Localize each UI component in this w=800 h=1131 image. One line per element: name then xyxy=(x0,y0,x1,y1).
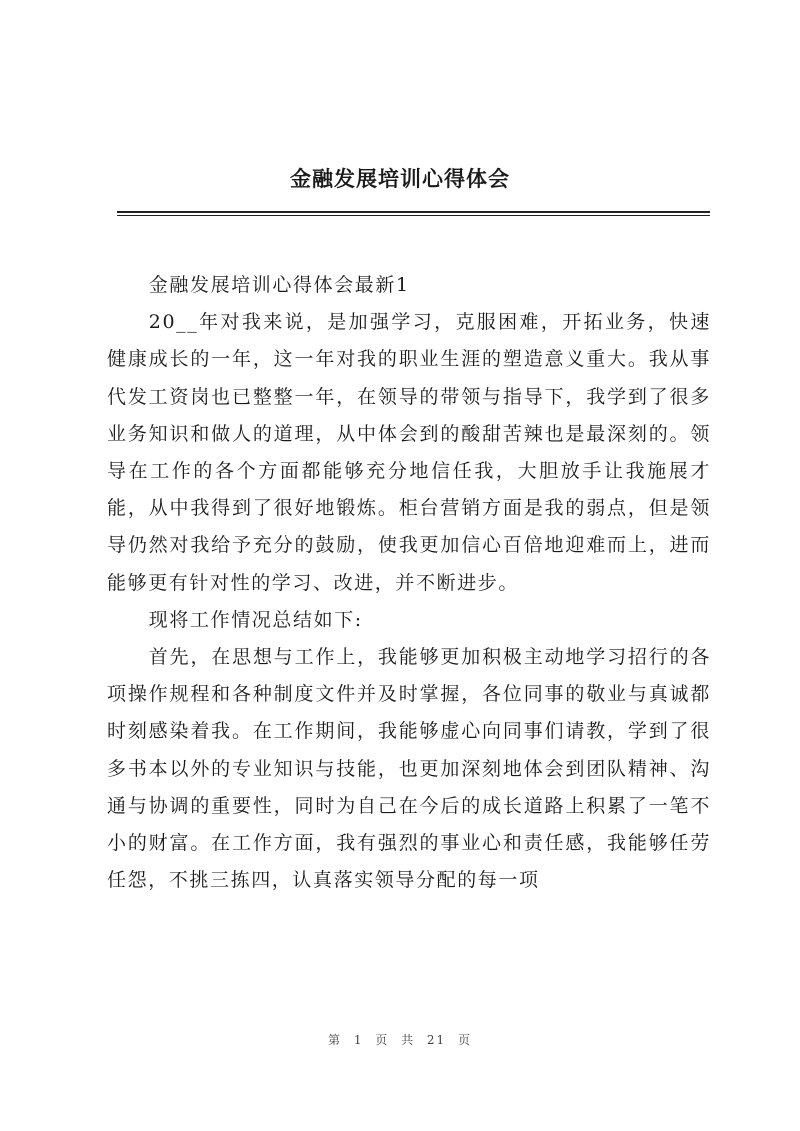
body-paragraph: 20__年对我来说，是加强学习，克服困难，开拓业务，快速健康成长的一年，这一年对我的职业生涯的塑造意义重大。我从事代发工资岗也已整整一年，在领导的带领与指导下，我学到了很多业务知识和做人的道理，从中体会到的酸甜苦辣也是最深刻的。领导在工作的各个方面都能够充分地信任我，大胆放手让我施展才能，从中我得到了很好地锻炼。柜台营销方面是我的弱点，但是领导仍然对我给予充分的鼓励，使我更加信心百倍地迎难而上，进而能够更有针对性的学习、改进，并不断进步。 xyxy=(107,311,711,594)
title-divider xyxy=(117,211,710,213)
body-paragraph: 首先，在思想与工作上，我能够更加积极主动地学习招行的各项操作规程和各种制度文件并及时掌握，各位同事的敬业与真诚都时刻感染着我。在工作期间，我能够虚心向同事们请教，学到了很多书本以外的专业知识与技能，也更加深刻地体会到团队精神、沟通与协调的重要性，同时为自己在今后的成长道路上积累了一笔不小的财富。在工作方面，我有强烈的事业心和责任感，我能够任劳任怨，不挑三拣四，认真落实领导分配的每一项 xyxy=(107,646,711,892)
document-body xyxy=(107,267,711,899)
page-title: 金融发展培训心得体会 xyxy=(290,166,510,191)
body-paragraph: 现将工作情况总结如下: xyxy=(148,608,363,631)
section-heading: 金融发展培训心得体会最新1 xyxy=(148,274,410,296)
page-footer: 第 1 页 共 21 页 xyxy=(328,1033,472,1047)
title-divider-thin xyxy=(117,215,710,216)
